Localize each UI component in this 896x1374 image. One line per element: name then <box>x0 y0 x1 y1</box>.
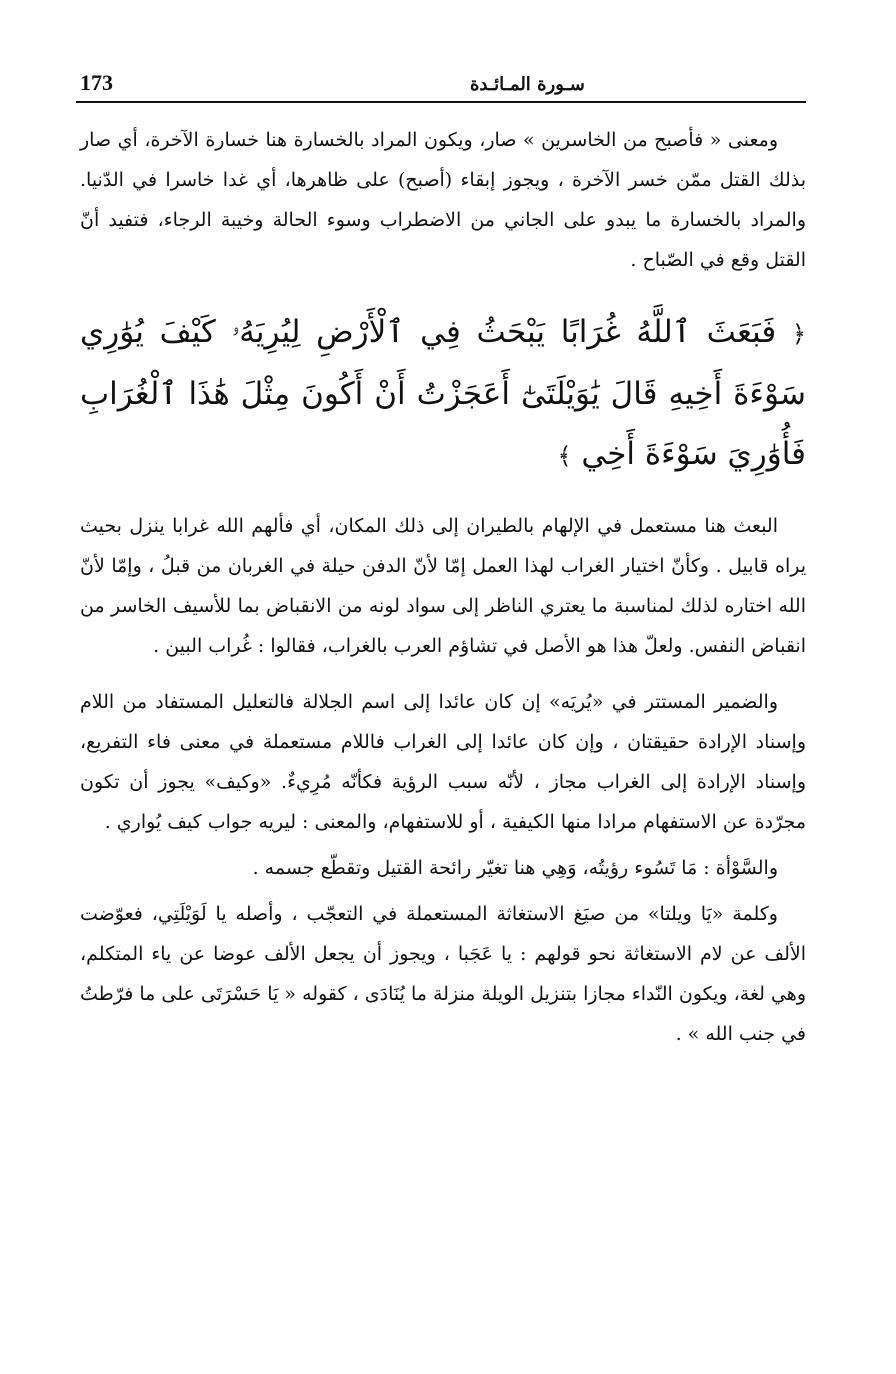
page-body <box>80 120 806 1054</box>
surah-title: سـورة المـائـدة <box>470 74 585 95</box>
verse-open-brace: ﴿ <box>791 320 807 348</box>
paragraph-khasirin: ومعنى « فأصبح من الخاسرين » صار، ويكون المراد بالخسارة هنا خسارة الآخرة، أي صار بذلك القتل ممّن خسر الآخرة ، ويجوز إبقاء (أصبح) على ظاهرها، أي غدا خاسرا في الدّنيا. والمراد بالخسارة ما يبدو على الجاني من الاضطراب وسوء الحالة وخيبة الرجاء، فتفيد أنّ القتل وقع في الصّباح . <box>80 129 806 271</box>
paragraph-bath: البعث هنا مستعمل في الإلهام بالطيران إلى ذلك المكان، أي فألهم الله غرابا ينزل بحيث يراه قابيل . وكأنّ اختيار الغراب لهذا العمل إمّا لأنّ الدفن حيلة في الغربان من قبلُ ، وإمّا لأنّ الله اختاره لذلك لمناسبة ما يعتري الناظر إلى سواد لونه من الانقباض بما للأسيف الخاسر من انقباض النفس. ولعلّ هذا هو الأصل في تشاؤم العرب بالغراب، فقالوا : غُراب البين . <box>80 515 806 657</box>
quran-verse <box>80 302 806 486</box>
paragraph-spacer <box>80 666 806 682</box>
verse-close-brace: ﴾ <box>557 442 572 470</box>
paragraph-waylata: وكلمة «يَا ويلتا» من صيَغ الاستغاثة المستعملة في التعجّب ، وأصله يا لَوَيْلَتِي، فعوّضت الألف عن لام الاستغاثة نحو قولهم : يا عَجَبا ، ويجوز أن يجعل الألف عوضا عن ياء المتكلم، وهي لغة، ويكون النّداء مجازا بتنزيل الويلة منزلة ما يُنَادَى ، كقوله « يَا حَسْرَتَى على ما فرّطتُ في جنب الله » . <box>80 903 806 1045</box>
paragraph-sawa: والسَّوْأة : مَا تَسُوء رؤيتُه، وَهِي هنا تغيّر رائحة القتيل وتقطّع جسمه . <box>252 857 778 879</box>
page-header <box>80 70 806 98</box>
verse-text: فَبَعَثَ ٱللَّهُ غُرَابًا يَبْحَثُ فِي ٱلْأَرْضِ لِيُرِيَهُۥ كَيْفَ يُوَٰرِي سَوْءَةَ أَخِيهِ قَالَ يَٰوَيْلَتَىٰٓ أَعَجَزْتُ أَنْ أَكُونَ مِثْلَ هَٰذَا ٱلْغُرَابِ فَأُوَٰرِيَ سَوْءَةَ أَخِي <box>80 314 806 472</box>
header-divider <box>76 101 806 103</box>
paragraph-damir: والضمير المستتر في «يُريَه» إن كان عائدا إلى اسم الجلالة فالتعليل المستفاد من اللام وإسناد الإرادة حقيقتان ، وإن كان عائدا إلى الغراب فاللام مستعملة في معنى فاء التفريع، وإسناد الإرادة إلى الغراب مجاز ، لأنّه سبب الرؤية فكأنّه مُرِيءٌ. «وكيف» يجوز أن تكون مجرّدة عن الاستفهام مرادا منها الكيفية ، أو للاستفهام، والمعنى : ليريه جواب كيف يُواري . <box>80 691 806 833</box>
page-number: 173 <box>80 70 113 95</box>
